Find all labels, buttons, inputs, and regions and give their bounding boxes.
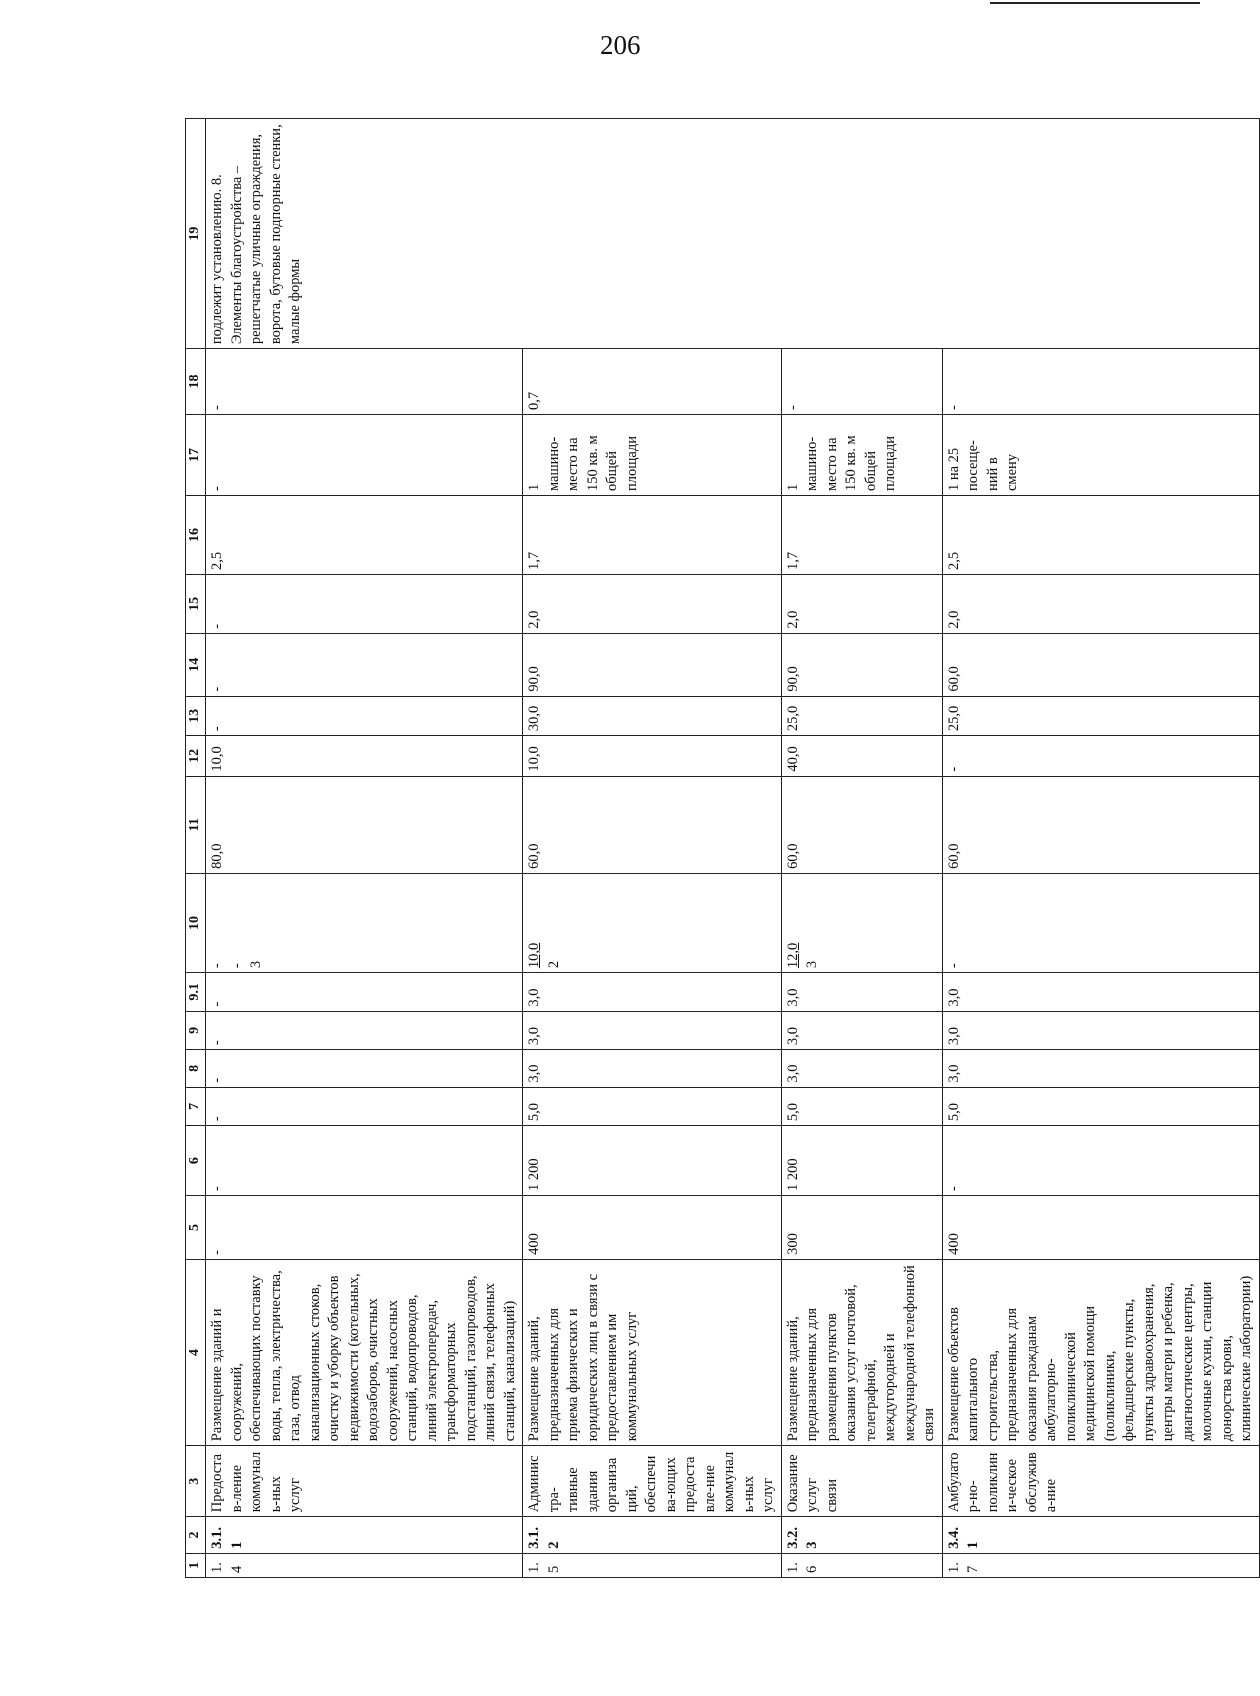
fraction-denominator: 2 [545, 960, 562, 969]
header-cell: 6 [186, 1126, 206, 1196]
table-cell: 3,0 [942, 973, 1259, 1012]
table-cell: 1 200 [523, 1126, 782, 1196]
table-cell: 2,0 [781, 575, 942, 634]
header-cell: 13 [186, 696, 206, 736]
row-number-cell: 1.4 [206, 1553, 523, 1577]
table-cell: 3,0 [523, 973, 782, 1012]
use-type-cell: Амбулатор-но-поликлини-ческое обслужива-ние [942, 1446, 1259, 1517]
header-cell: 14 [186, 633, 206, 696]
parking-count: 1 [526, 483, 542, 492]
table-cell: 90,0 [523, 633, 782, 696]
table-cell: - [206, 1126, 523, 1196]
table-cell: 10,0 [523, 736, 782, 777]
table-cell: 3,0 [781, 1011, 942, 1050]
code-cell: 3.1.1 [206, 1517, 523, 1553]
table-cell: 25,0 [942, 696, 1259, 736]
header-cell: 19 [186, 119, 206, 349]
fraction-numerator: 12,0 [784, 942, 801, 969]
row-number-cell: 1.5 [523, 1553, 782, 1577]
table-cell: 3,0 [523, 1050, 782, 1087]
rotated-table-wrapper [185, 118, 1254, 1578]
table-cell: 5,0 [942, 1087, 1259, 1126]
table-cell: - [781, 349, 942, 415]
stacked-value: - [209, 963, 225, 969]
fraction-value [784, 943, 823, 968]
parking-unit: машино-место на 150 кв. м общей площади [545, 435, 640, 492]
parking-norm [525, 419, 642, 491]
table-cell [781, 414, 942, 495]
description-cell: Размещение зданий, предназначенных для приема физических и юридических лиц в связи с предоставлением им коммунальных услуг [523, 1259, 782, 1445]
table-cell: - [942, 1126, 1259, 1196]
table-cell: 60,0 [523, 776, 782, 873]
table-cell: 80,0 [206, 776, 523, 873]
header-cell: 2 [186, 1517, 206, 1553]
table-cell: 5,0 [781, 1087, 942, 1126]
table-cell [523, 414, 782, 495]
header-cell: 17 [186, 414, 206, 495]
table-cell: - [206, 414, 523, 495]
description-cell: Размещение объектов капитального строительства, предназначенных для оказания гражданам амбулаторно-поликлинической медицинской помощи (поликлиники, фельдшерские пункты, пункты здравоохранения, центры матери и ребенка, диагностические центры, молочные кухни, станции донорства крови, клинические лаборатории) [942, 1259, 1259, 1445]
parking-count: 1 [784, 483, 801, 492]
table-cell: 2,5 [206, 496, 523, 575]
row-number-cell: 1.7 [942, 1553, 1259, 1577]
table-cell: - [206, 973, 523, 1012]
description-cell: Размещение зданий, предназначенных для размещения пунктов оказания услуг почтовой, телеграфной, междугородней и международной телефонной связи [781, 1259, 942, 1445]
table-cell [523, 873, 782, 972]
parking-norm [784, 419, 901, 491]
table-cell: - [942, 349, 1259, 415]
fraction-denominator: 3 [804, 960, 820, 969]
use-type-cell: Предостав-ление коммуналь-ных услуг [206, 1446, 523, 1517]
table-cell: - [206, 696, 523, 736]
table-cell: 10,0 [206, 736, 523, 777]
stacked-value: - [228, 963, 245, 969]
table-cell: 60,0 [942, 633, 1259, 696]
table-cell: 300 [781, 1196, 942, 1260]
table-cell: 40,0 [781, 736, 942, 777]
header-cell: 9 [186, 1011, 206, 1050]
table-cell: 3,0 [942, 1011, 1259, 1050]
header-cell: 10 [186, 873, 206, 972]
table-cell [781, 873, 942, 972]
use-type-cell: Оказание услуг связи [781, 1446, 942, 1517]
table-cell: - [942, 873, 1259, 972]
table-cell [206, 873, 523, 972]
table-cell: 1,7 [781, 496, 942, 575]
parking-unit: машино-место на 150 кв. м общей площади [804, 435, 898, 492]
header-cell: 5 [186, 1196, 206, 1260]
header-cell: 3 [186, 1446, 206, 1517]
code-cell: 3.2.3 [781, 1517, 942, 1553]
header-cell: 16 [186, 496, 206, 575]
header-cell: 8 [186, 1050, 206, 1087]
header-cell: 15 [186, 575, 206, 634]
table-cell: 2,5 [942, 496, 1259, 575]
table-cell: 3,0 [523, 1011, 782, 1050]
table-cell: 1 на 25 посеще-ний в смену [942, 414, 1259, 495]
code-cell: 3.4.1 [942, 1517, 1259, 1553]
table-cell: 3,0 [781, 973, 942, 1012]
table-cell: 2,0 [523, 575, 782, 634]
table-cell: 3,0 [781, 1050, 942, 1087]
table-cell: - [942, 736, 1259, 777]
stacked-values [208, 878, 267, 968]
header-cell: 1 [186, 1553, 206, 1577]
header-cell: 18 [186, 349, 206, 415]
stacked-value: 3 [248, 960, 264, 969]
table-cell: - [206, 349, 523, 415]
table-cell: 400 [942, 1196, 1259, 1260]
code-cell: 3.1.2 [523, 1517, 782, 1553]
table-cell: - [206, 633, 523, 696]
table-cell: 400 [523, 1196, 782, 1260]
table-row [206, 119, 523, 1578]
header-cell: 9.1 [186, 973, 206, 1012]
table-cell: 30,0 [523, 696, 782, 736]
table-cell: 2,0 [942, 575, 1259, 634]
table-cell: - [206, 1196, 523, 1260]
header-cell: 12 [186, 736, 206, 777]
table-cell: 90,0 [781, 633, 942, 696]
top-rule [990, 2, 1200, 4]
table-cell: - [206, 575, 523, 634]
header-cell: 11 [186, 776, 206, 873]
fraction-numerator: 10,0 [526, 942, 542, 969]
table-cell: 1,7 [523, 496, 782, 575]
notes-cell: подлежит установлению. 8. Элементы благоустройства – решетчатые уличные ограждения, ворота, бутовые подпорные стенки, малые формы [206, 119, 1260, 349]
table-cell: 5,0 [523, 1087, 782, 1126]
row-number-cell: 1.6 [781, 1553, 942, 1577]
header-cell: 4 [186, 1259, 206, 1445]
use-type-cell: Администра-тивные здания организаций, обеспечива-ющих предоставле-ние коммуналь-ных услуг [523, 1446, 782, 1517]
header-row [186, 119, 206, 1578]
table-cell: 60,0 [781, 776, 942, 873]
table-cell: - [206, 1087, 523, 1126]
page-number: 206 [600, 30, 641, 60]
table-cell: 3,0 [942, 1050, 1259, 1087]
table-cell: 25,0 [781, 696, 942, 736]
fraction-value [525, 943, 564, 968]
description-cell: Размещение зданий и сооружений, обеспечивающих поставку воды, тепла, электричества, газа, отвод канализационных стоков, очистку и уборку объектов недвижимости (котельных, водозаборов, очистных сооружений, насосных станций, водопроводов, линий электропередач, трансформаторных подстанций, газопроводов, линий связи, телефонных станций, канализаций) [206, 1259, 523, 1445]
table-cell: - [206, 1050, 523, 1087]
zoning-table [185, 118, 1260, 1578]
table-cell: 60,0 [942, 776, 1259, 873]
table-cell: - [206, 1011, 523, 1050]
table-cell: 1 200 [781, 1126, 942, 1196]
header-cell: 7 [186, 1087, 206, 1126]
table-cell: 0,7 [523, 349, 782, 415]
